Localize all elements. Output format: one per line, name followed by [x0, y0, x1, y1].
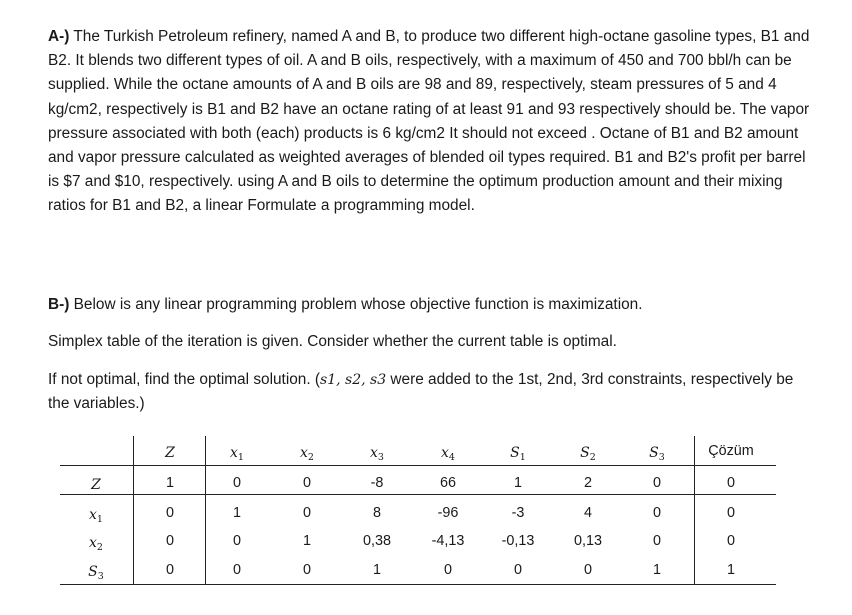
part-b-label: B-): [48, 296, 70, 313]
column-header: $S_3$: [649, 445, 665, 463]
simplex-table: [60, 436, 776, 586]
table-cell: 66: [439, 475, 456, 491]
table-cell: -4,13: [431, 533, 465, 549]
table-cell: 0: [232, 562, 241, 578]
table-cell: 0: [726, 533, 735, 549]
table-cell: 0,13: [573, 533, 602, 549]
part-b-intro: [48, 293, 818, 317]
table-cell: 0: [165, 505, 174, 521]
column-header: $S_1$: [510, 445, 526, 463]
column-header: Z: [165, 445, 175, 461]
table-cell: 1: [232, 505, 241, 521]
table-cell: -96: [437, 505, 459, 521]
part-b-line1: Below is any linear programming problem whose objective function is maximization.: [69, 296, 643, 313]
column-header: $S_2$: [580, 445, 596, 463]
part-b-line2: Simplex table of the iteration is given. Consider whether the current table is optimal.: [48, 333, 617, 350]
table-cell: 2: [583, 475, 592, 491]
basis-variable: $x_1$: [89, 507, 103, 525]
column-header: $x_1$: [230, 445, 244, 463]
basis-variable: Z: [91, 477, 101, 493]
table-cell: 4: [583, 505, 592, 521]
table-z-row-rule: [60, 494, 776, 495]
column-header: $x_2$: [300, 445, 314, 463]
table-cell: 1: [372, 562, 381, 578]
table-cell: 1: [652, 562, 661, 578]
table-cell: 0,38: [362, 533, 391, 549]
table-cell: 0: [302, 505, 311, 521]
part-a-label: A-): [48, 28, 70, 45]
table-cell: 0: [583, 562, 592, 578]
table-cell: 1: [165, 475, 174, 491]
table-cell: 0: [726, 505, 735, 521]
column-header: $x_4$: [441, 445, 455, 463]
basis-variable: $S_3$: [88, 564, 104, 582]
slack-variables: s1, s2, s3: [320, 372, 387, 388]
table-cell: -8: [370, 475, 384, 491]
part-b-line3: [48, 368, 818, 416]
part-a-paragraph: [48, 25, 818, 219]
table-cell: 0: [232, 475, 241, 491]
table-cell: 0: [165, 562, 174, 578]
table-cell: 0: [232, 533, 241, 549]
table-cell: 8: [372, 505, 381, 521]
basis-variable: $x_2$: [89, 535, 103, 553]
table-cell: -0,13: [501, 533, 535, 549]
table-cell: 0: [652, 533, 661, 549]
table-cell: 1: [302, 533, 311, 549]
part-a-text: The Turkish Petroleum refinery, named A and B, to produce two different high-octane gasoline types, B1 and B2. It blends two different types of oil. A and B oils, respectively, with a maximum of 450 and 700 bbl/h can be supplied. While the octane amounts of A and B oils are 98 and 89, respectively, steam pressures of 5 and 4 kg/cm2, respectively is B1 and B2 have an octane rating of at least 91 and 93 respectively should be. The vapor pressure associated with both (each) products is 6 kg/cm2 It should not exceed . Octane of B1 and B2 amount and vapor pressure calculated as weighted averages of blended oil types required. B1 and B2's profit per barrel is $7 and $10, respectively. using A and B oils to determine the optimum production amount and their mixing ratios for B1 and B2, a linear Formulate a programming model.: [48, 28, 810, 215]
table-cell: 0: [443, 562, 452, 578]
table-cell: -3: [511, 505, 525, 521]
table-cell: 0: [652, 505, 661, 521]
table-cell: 1: [513, 475, 522, 491]
table-cell: 0: [726, 475, 735, 491]
table-bottom-rule: [60, 584, 776, 585]
table-cell: 0: [652, 475, 661, 491]
table-cell: 0: [513, 562, 522, 578]
part-b-line3-before: If not optimal, find the optimal solution. (: [48, 371, 321, 388]
table-cell: 0: [165, 533, 174, 549]
table-cell: 1: [726, 562, 735, 578]
column-header: $x_3$: [370, 445, 384, 463]
solution-header: Çözüm: [708, 443, 754, 459]
table-cell: 0: [302, 475, 311, 491]
part-b-line3-after: were added to the 1st, 2nd, 3rd constraints, respectively be the variables.): [48, 371, 794, 413]
table-cell: 0: [302, 562, 311, 578]
